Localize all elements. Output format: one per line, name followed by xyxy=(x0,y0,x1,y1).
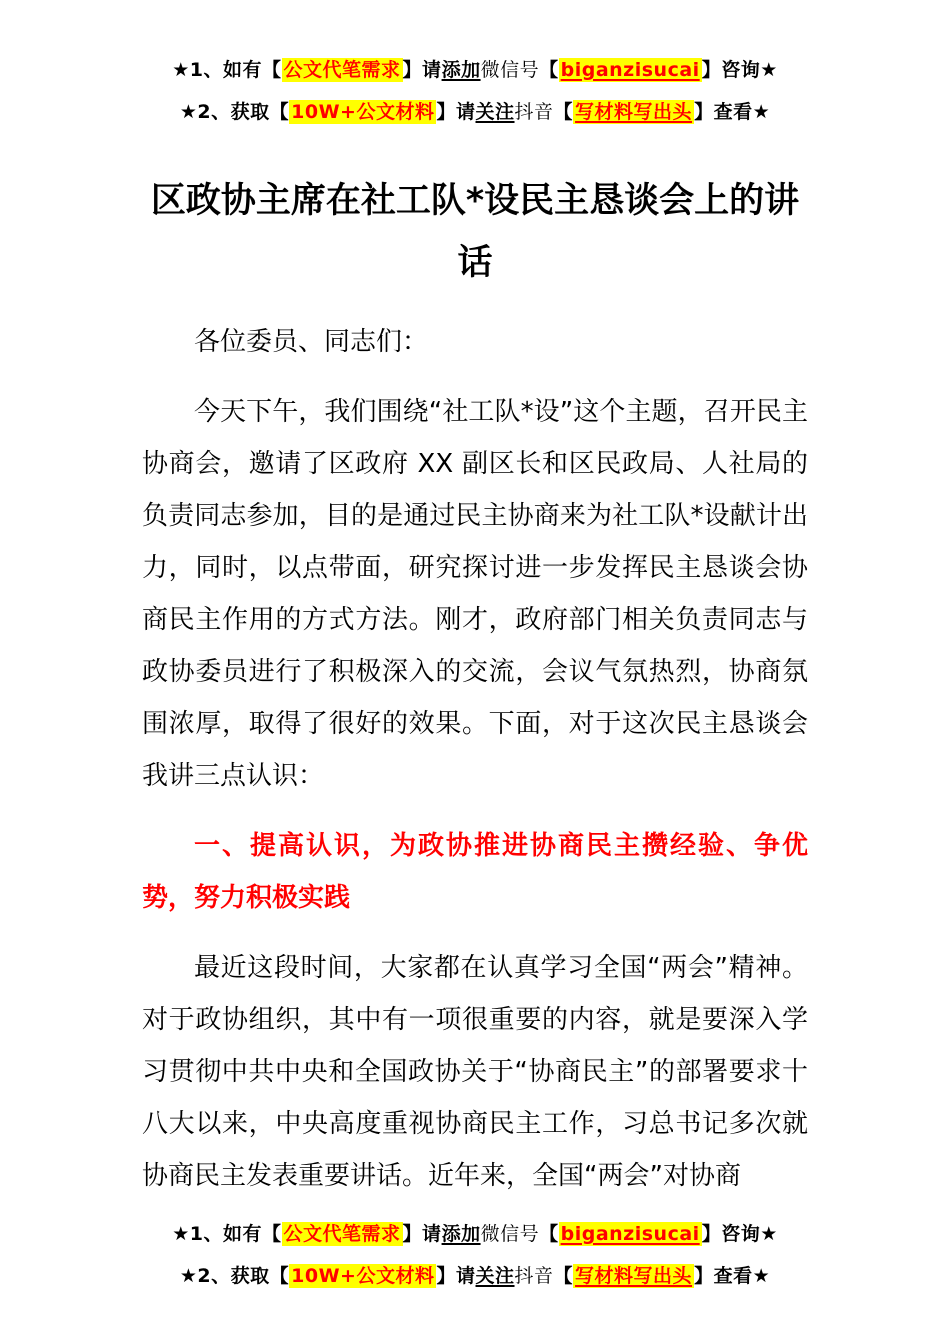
promo-prefix: ★1、如有【 xyxy=(172,59,282,81)
promo-suffix: 】咨询★ xyxy=(701,1223,778,1245)
promo-action-text: 添加 xyxy=(441,1223,481,1245)
highlight-wechat-id: biganzisucai xyxy=(560,59,700,81)
document-body xyxy=(0,316,950,1220)
body-paragraph-1: 今天下午，我们围绕“社工队*设”这个主题，召开民主协商会，邀请了区政府 XX 副区长和区民政局、人社局的负责同志参加，目的是通过民主协商来为社工队*设献计出力，同时，以点带面，研究探讨进一步发挥民主恳谈会协商民主作用的方式方法。刚才，政府部门相关负责同志与政协委员进行了积极深入的交流，会议气氛热烈，协商氛围浓厚，取得了很好的效果。下面，对于这次民主恳谈会我讲三点认识： xyxy=(142,397,808,791)
promo-footer-line-1 xyxy=(0,1220,950,1249)
promo-action-text: 关注 xyxy=(475,1265,515,1287)
promo-text: 微信号 xyxy=(480,1223,540,1245)
promo-bracket: 【 xyxy=(553,1265,574,1287)
promo-text: 微信号 xyxy=(480,59,540,81)
promo-prefix: ★1、如有【 xyxy=(172,1223,282,1245)
promo-suffix: 】查看★ xyxy=(694,101,771,123)
salutation: 各位委员、同志们： xyxy=(194,327,429,357)
promo-text: 】请 xyxy=(436,101,476,123)
promo-prefix: ★2、获取【 xyxy=(179,101,290,123)
promo-footer-line-2 xyxy=(0,1262,950,1291)
highlight-douyin-name: 写材料写出头 xyxy=(575,101,693,123)
highlight-service-phrase: 公文代笔需求 xyxy=(283,1223,401,1245)
highlight-wechat-id: biganzisucai xyxy=(560,1223,700,1245)
promo-header-line-1 xyxy=(0,56,950,85)
promo-text: 抖音 xyxy=(514,1265,554,1287)
promo-footer xyxy=(0,1220,950,1304)
promo-header-line-2 xyxy=(0,98,950,127)
promo-suffix: 】咨询★ xyxy=(701,59,778,81)
promo-prefix: ★2、获取【 xyxy=(179,1265,290,1287)
highlight-service-phrase: 公文代笔需求 xyxy=(283,59,401,81)
highlight-douyin-name: 写材料写出头 xyxy=(575,1265,693,1287)
document-title: 区政协主席在社工队*设民主恳谈会上的讲话 xyxy=(150,181,800,283)
promo-bracket: 【 xyxy=(553,101,574,123)
promo-action-text: 关注 xyxy=(475,101,515,123)
body-paragraph-2: 最近这段时间，大家都在认真学习全国“两会”精神。对于政协组织，其中有一项很重要的内容，就是要深入学习贯彻中共中央和全国政协关于“协商民主”的部署要求十八大以来，中央高度重视协商民主工作，习总书记多次就协商民主发表重要讲话。近年来，全国“两会”对协商 xyxy=(142,953,808,1191)
promo-bracket: 【 xyxy=(539,1223,559,1245)
highlight-material-phrase: 10W+公文材料 xyxy=(291,101,435,123)
highlight-material-phrase: 10W+公文材料 xyxy=(291,1265,435,1287)
promo-text: 】请 xyxy=(436,1265,476,1287)
promo-text: 】请 xyxy=(402,59,442,81)
promo-action-text: 添加 xyxy=(441,59,481,81)
promo-suffix: 】查看★ xyxy=(694,1265,771,1287)
promo-bracket: 【 xyxy=(539,59,559,81)
section-heading-1: 一、提高认识，为政协推进协商民主攒经验、争优势，努力积极实践 xyxy=(142,831,808,913)
promo-header xyxy=(0,56,950,140)
promo-text: 抖音 xyxy=(514,101,554,123)
promo-text: 】请 xyxy=(402,1223,442,1245)
